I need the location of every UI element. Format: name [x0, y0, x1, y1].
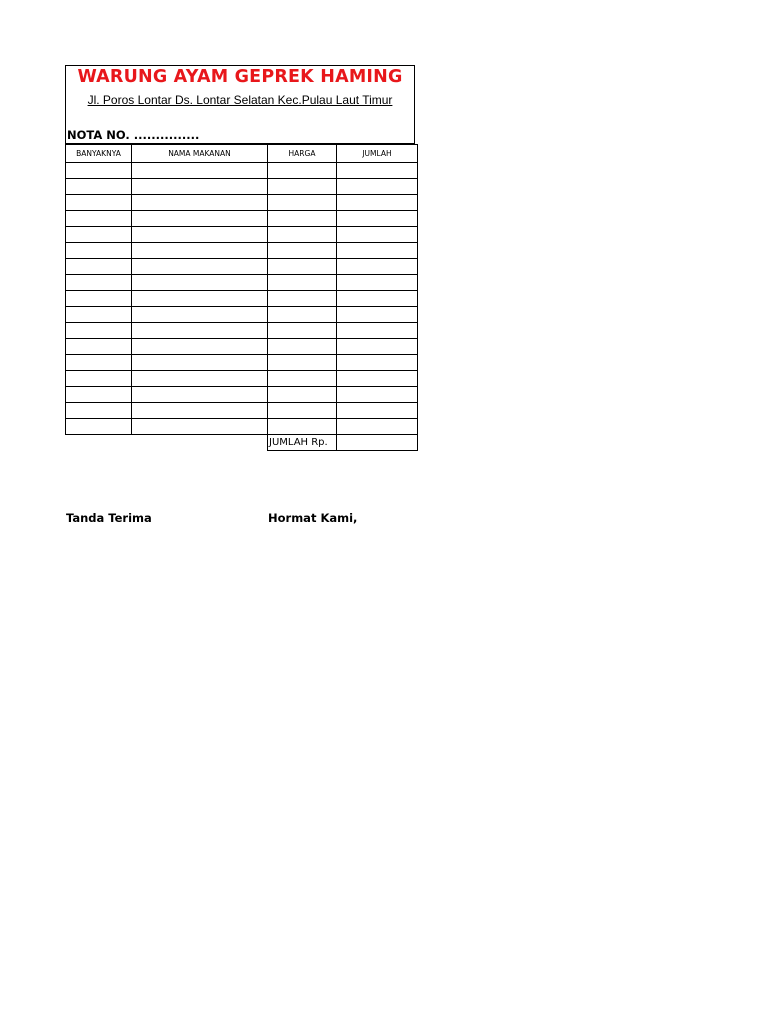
shop-address: Jl. Poros Lontar Ds. Lontar Selatan Kec.Pulau Laut Timur [87, 93, 393, 107]
price-cell[interactable] [268, 211, 337, 227]
total-row [66, 435, 418, 451]
price-cell[interactable] [268, 419, 337, 435]
amount-cell[interactable] [337, 163, 418, 179]
quantity-cell[interactable] [66, 291, 132, 307]
quantity-cell[interactable] [66, 339, 132, 355]
amount-cell[interactable] [337, 227, 418, 243]
amount-cell[interactable] [337, 371, 418, 387]
quantity-cell[interactable] [66, 307, 132, 323]
total-spacer [132, 435, 268, 451]
table-row [66, 179, 418, 195]
table-row [66, 163, 418, 179]
food-name-cell[interactable] [132, 387, 268, 403]
food-name-cell[interactable] [132, 275, 268, 291]
table-row [66, 243, 418, 259]
amount-cell[interactable] [337, 355, 418, 371]
price-cell[interactable] [268, 243, 337, 259]
price-cell[interactable] [268, 227, 337, 243]
quantity-cell[interactable] [66, 211, 132, 227]
quantity-cell[interactable] [66, 163, 132, 179]
table-row [66, 371, 418, 387]
price-cell[interactable] [268, 163, 337, 179]
food-name-cell[interactable] [132, 355, 268, 371]
table-row [66, 339, 418, 355]
price-cell[interactable] [268, 371, 337, 387]
price-cell[interactable] [268, 179, 337, 195]
price-cell[interactable] [268, 355, 337, 371]
table-row [66, 403, 418, 419]
price-cell[interactable] [268, 403, 337, 419]
food-name-cell[interactable] [132, 179, 268, 195]
amount-cell[interactable] [337, 259, 418, 275]
table-row [66, 275, 418, 291]
food-name-cell[interactable] [132, 339, 268, 355]
total-label: JUMLAH Rp. [268, 435, 337, 451]
price-cell[interactable] [268, 195, 337, 211]
received-by-label: Tanda Terima [66, 511, 152, 525]
food-name-cell[interactable] [132, 243, 268, 259]
food-name-cell[interactable] [132, 307, 268, 323]
table-row [66, 307, 418, 323]
food-name-cell[interactable] [132, 195, 268, 211]
total-amount-cell[interactable] [337, 435, 418, 451]
quantity-cell[interactable] [66, 403, 132, 419]
amount-cell[interactable] [337, 323, 418, 339]
food-name-cell[interactable] [132, 323, 268, 339]
amount-cell[interactable] [337, 211, 418, 227]
amount-cell[interactable] [337, 339, 418, 355]
table-row [66, 387, 418, 403]
quantity-cell[interactable] [66, 371, 132, 387]
price-cell[interactable] [268, 307, 337, 323]
price-cell[interactable] [268, 339, 337, 355]
column-header-price: HARGA [268, 145, 337, 163]
quantity-cell[interactable] [66, 323, 132, 339]
quantity-cell[interactable] [66, 419, 132, 435]
food-name-cell[interactable] [132, 371, 268, 387]
column-header-food-name: NAMA MAKANAN [132, 145, 268, 163]
nota-number: NOTA NO. ............... [67, 128, 200, 142]
food-name-cell[interactable] [132, 227, 268, 243]
receipt-header [65, 65, 415, 144]
column-header-amount: JUMLAH [337, 145, 418, 163]
regards-label: Hormat Kami, [268, 511, 358, 525]
amount-cell[interactable] [337, 387, 418, 403]
shop-name: WARUNG AYAM GEPREK HAMING [77, 67, 403, 87]
table-row [66, 323, 418, 339]
amount-cell[interactable] [337, 307, 418, 323]
food-name-cell[interactable] [132, 419, 268, 435]
table-row [66, 419, 418, 435]
items-table [65, 144, 418, 451]
amount-cell[interactable] [337, 275, 418, 291]
amount-cell[interactable] [337, 419, 418, 435]
table-row [66, 355, 418, 371]
quantity-cell[interactable] [66, 179, 132, 195]
food-name-cell[interactable] [132, 291, 268, 307]
amount-cell[interactable] [337, 403, 418, 419]
amount-cell[interactable] [337, 291, 418, 307]
food-name-cell[interactable] [132, 163, 268, 179]
table-row [66, 195, 418, 211]
quantity-cell[interactable] [66, 275, 132, 291]
table-header-row [66, 145, 418, 163]
table-row [66, 291, 418, 307]
food-name-cell[interactable] [132, 211, 268, 227]
food-name-cell[interactable] [132, 403, 268, 419]
quantity-cell[interactable] [66, 195, 132, 211]
price-cell[interactable] [268, 259, 337, 275]
quantity-cell[interactable] [66, 243, 132, 259]
item-rows [66, 163, 418, 435]
quantity-cell[interactable] [66, 355, 132, 371]
price-cell[interactable] [268, 291, 337, 307]
column-header-quantity: BANYAKNYA [66, 145, 132, 163]
quantity-cell[interactable] [66, 259, 132, 275]
price-cell[interactable] [268, 275, 337, 291]
food-name-cell[interactable] [132, 259, 268, 275]
table-row [66, 227, 418, 243]
table-row [66, 211, 418, 227]
price-cell[interactable] [268, 323, 337, 339]
total-spacer [66, 435, 132, 451]
amount-cell[interactable] [337, 243, 418, 259]
table-row [66, 259, 418, 275]
quantity-cell[interactable] [66, 227, 132, 243]
quantity-cell[interactable] [66, 387, 132, 403]
amount-cell[interactable] [337, 179, 418, 195]
price-cell[interactable] [268, 387, 337, 403]
amount-cell[interactable] [337, 195, 418, 211]
